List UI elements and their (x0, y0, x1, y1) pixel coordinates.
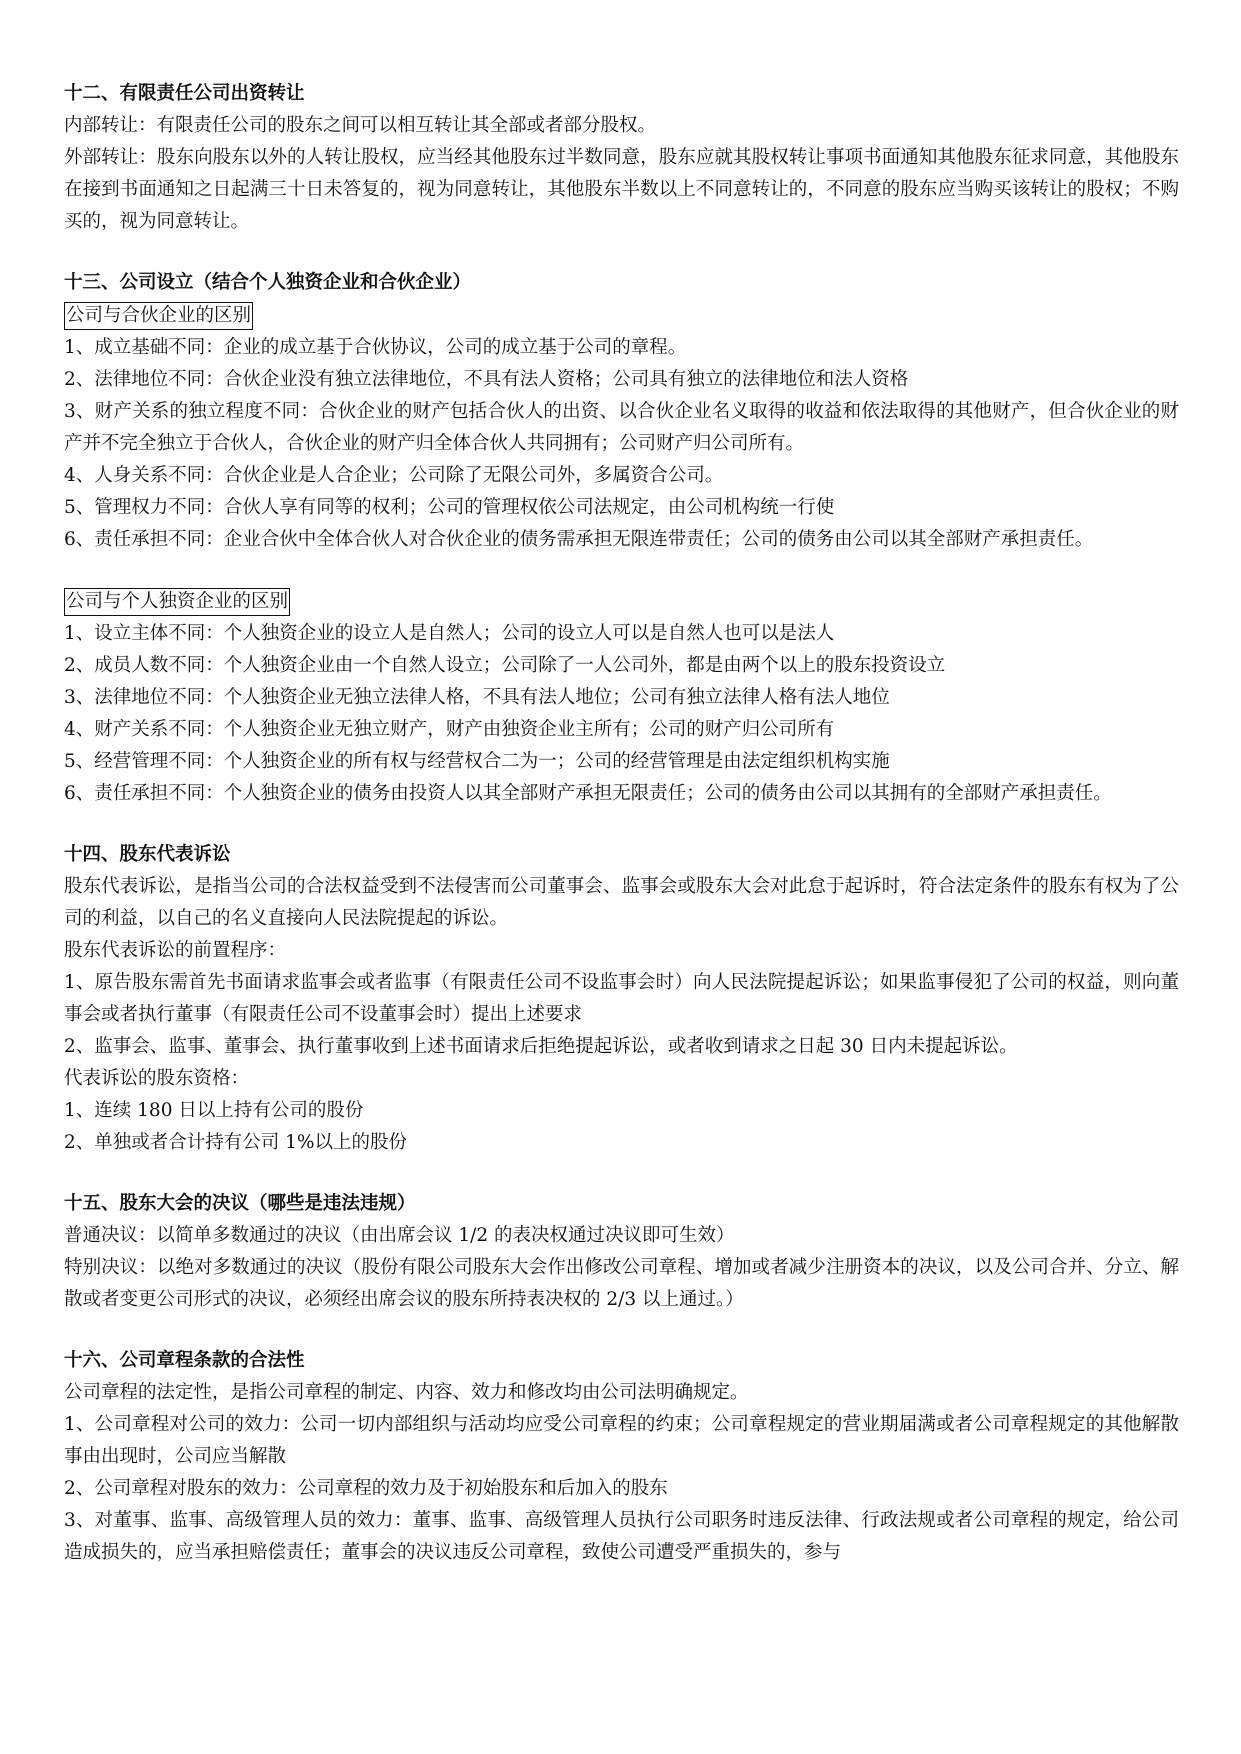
list-item: 2、成员人数不同：个人独资企业由一个自然人设立；公司除了一人公司外，都是由两个以上的股东投资设立 (64, 655, 946, 676)
section-13 (64, 267, 1179, 810)
list-item: 6、责任承担不同：个人独资企业的债务由投资人以其全部财产承担无限责任；公司的债务由公司以其拥有的全部财产承担责任。 (64, 783, 1112, 804)
paragraph: 股东代表诉讼的前置程序： (64, 940, 287, 961)
paragraph: 特别决议：以绝对多数通过的决议（股份有限公司股东大会作出修改公司章程、增加或者减少注册资本的决议，以及公司合并、分立、解散或者变更公司形式的决议，必须经出席会议的股东所持表决权的 2/3 以上通过。） (64, 1257, 1179, 1310)
paragraph: 外部转让：股东向股东以外的人转让股权，应当经其他股东过半数同意，股东应就其股权转让事项书面通知其他股东征求同意，其他股东在接到书面通知之日起满三十日未答复的，视为同意转让，其他股东半数以上不同意转让的，不同意的股东应当购买该转让的股权；不购买的，视为同意转让。 (64, 147, 1179, 232)
paragraph: 公司章程的法定性，是指公司章程的制定、内容、效力和修改均由公司法明确规定。 (64, 1382, 749, 1403)
section-heading: 十五、股东大会的决议（哪些是违法违规） (64, 1193, 416, 1214)
list-item: 1、原告股东需首先书面请求监事会或者监事（有限责任公司不设监事会时）向人民法院提起诉讼；如果监事侵犯了公司的权益，则向董事会或者执行董事（有限责任公司不设董事会时）提出上述要求 (64, 972, 1179, 1025)
spacer (64, 556, 1179, 585)
boxed-subheading: 公司与合伙企业的区别 (64, 302, 253, 330)
list-item: 2、单独或者合计持有公司 1%以上的股份 (64, 1132, 408, 1153)
section-14 (64, 839, 1179, 1159)
list-item: 1、成立基础不同：企业的成立基于合伙协议，公司的成立基于公司的章程。 (64, 337, 687, 358)
section-heading: 十六、公司章程条款的合法性 (64, 1350, 305, 1371)
list-item: 2、法律地位不同：合伙企业没有独立法律地位，不具有法人资格；公司具有独立的法律地位和法人资格 (64, 369, 909, 390)
list-item: 4、人身关系不同：合伙企业是人合企业；公司除了无限公司外，多属资合公司。 (64, 465, 724, 486)
section-15 (64, 1188, 1179, 1316)
paragraph: 普通决议：以简单多数通过的决议（由出席会议 1/2 的表决权通过决议即可生效） (64, 1225, 735, 1246)
paragraph: 代表诉讼的股东资格： (64, 1068, 250, 1089)
section-heading: 十四、股东代表诉讼 (64, 844, 231, 865)
list-item: 6、责任承担不同：企业合伙中全体合伙人对合伙企业的债务需承担无限连带责任；公司的债务由公司以其全部财产承担责任。 (64, 529, 1094, 550)
list-item: 3、财产关系的独立程度不同：合伙企业的财产包括合伙人的出资、以合伙企业名义取得的收益和依法取得的其他财产，但合伙企业的财产并不完全独立于合伙人，合伙企业的财产归全体合伙人共同拥有；公司财产归公司所有。 (64, 401, 1179, 454)
list-item: 1、连续 180 日以上持有公司的股份 (64, 1100, 364, 1121)
list-item: 3、对董事、监事、高级管理人员的效力：董事、监事、高级管理人员执行公司职务时违反法律、行政法规或者公司章程的规定，给公司造成损失的，应当承担赔偿责任；董事会的决议违反公司章程，致使公司遭受严重损失的，参与 (64, 1510, 1179, 1563)
section-16 (64, 1345, 1179, 1569)
paragraph: 内部转让：有限责任公司的股东之间可以相互转让其全部或者部分股权。 (64, 115, 657, 136)
list-item: 5、管理权力不同：合伙人享有同等的权利；公司的管理权依公司法规定，由公司机构统一行使 (64, 497, 835, 518)
document-page (64, 78, 1179, 1598)
list-item: 5、经营管理不同：个人独资企业的所有权与经营权合二为一；公司的经营管理是由法定组织机构实施 (64, 751, 890, 772)
boxed-subheading: 公司与个人独资企业的区别 (64, 588, 290, 616)
list-item: 3、法律地位不同：个人独资企业无独立法律人格，不具有法人地位；公司有独立法律人格有法人地位 (64, 687, 890, 708)
list-item: 1、公司章程对公司的效力：公司一切内部组织与活动均应受公司章程的约束；公司章程规定的营业期届满或者公司章程规定的其他解散事由出现时，公司应当解散 (64, 1414, 1179, 1467)
paragraph: 股东代表诉讼，是指当公司的合法权益受到不法侵害而公司董事会、监事会或股东大会对此怠于起诉时，符合法定条件的股东有权为了公司的利益，以自己的名义直接向人民法院提起的诉讼。 (64, 876, 1179, 929)
list-item: 2、公司章程对股东的效力：公司章程的效力及于初始股东和后加入的股东 (64, 1478, 668, 1499)
section-heading: 十二、有限责任公司出资转让 (64, 83, 305, 104)
list-item: 1、设立主体不同：个人独资企业的设立人是自然人；公司的设立人可以是自然人也可以是法人 (64, 623, 835, 644)
list-item: 2、监事会、监事、董事会、执行董事收到上述书面请求后拒绝提起诉讼，或者收到请求之日起 30 日内未提起诉讼。 (64, 1036, 1018, 1057)
list-item: 4、财产关系不同：个人独资企业无独立财产，财产由独资企业主所有；公司的财产归公司所有 (64, 719, 835, 740)
section-heading: 十三、公司设立（结合个人独资企业和合伙企业） (64, 272, 472, 293)
section-12 (64, 78, 1179, 238)
